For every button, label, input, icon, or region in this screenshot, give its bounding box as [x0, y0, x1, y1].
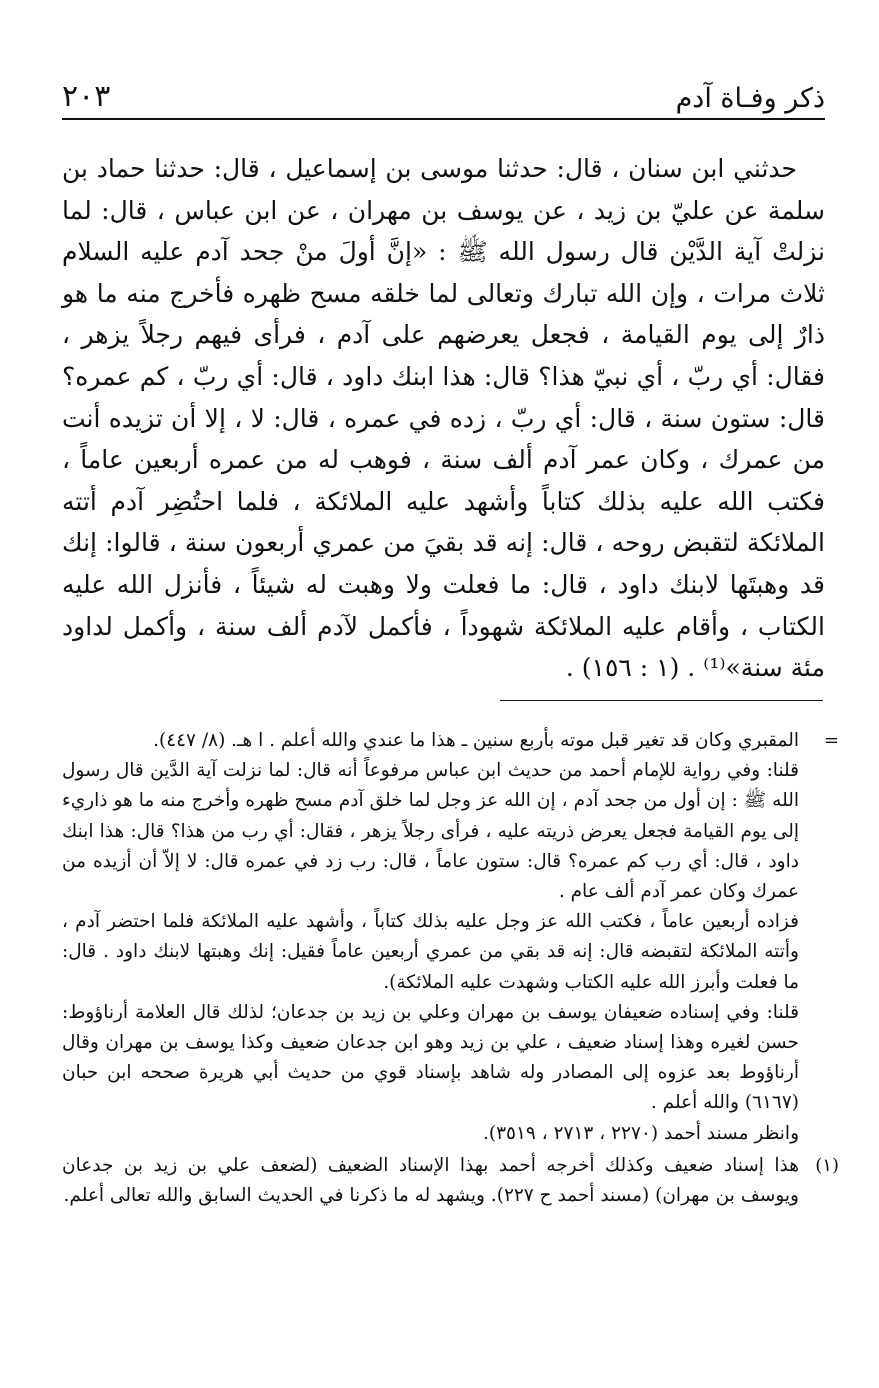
footnotes	[62, 726, 839, 1213]
footnote-paragraph: وانظر مسند أحمد (٢٢٧٠ ، ٢٧١٣ ، ٣٥١٩).	[483, 1122, 799, 1144]
footnote-paragraph: فزاده أربعين عاماً ، فكتب الله عز وجل عليه بذلك كتاباً ، وأشهد عليه الملائكة فلما احتضر آدم ، وأتته الملائكة لتقبضه قال: إنه قد بقي من عمري أربعين عاماً فقيل: إنك وهبتها لابنك داود . قال: ما فعلت وأبرز الله عليه الكتاب وشهدت عليه الملائكة).	[62, 911, 799, 993]
footnote-marker: (١)	[815, 1154, 839, 1176]
footnote-continued	[62, 726, 839, 1149]
footnote-paragraph: قلنا: وفي رواية للإمام أحمد من حديث ابن عباس مرفوعاً أنه قال: لما نزلت آية الدَّين قال رسول الله ﷺ : إن أول من جحد آدم ، إن الله عز وجل لما خلق آدم مسح ظهره وأخرج منه ما هو ذاريء إلى يوم القيامة فجعل يعرض ذريته عليه ، فرأى رجلاً يزهر ، فقال: أي رب من هذا؟ قال: هذا ابنك داود ، قال: أي رب كم عمره؟ قال: ستون عاماً ، قال: رب زد في عمره قال: لا إلاّ أن أزيده من عمرك وكان عمر آدم ألف عام .	[62, 760, 799, 903]
page-number: ٢٠٣	[62, 79, 111, 114]
footnote-paragraph: المقبري وكان قد تغير قبل موته بأربع سنين ـ هذا ما عندي والله أعلم . ا هـ. (٨/ ٤٤٧).	[153, 730, 799, 751]
footnote-paragraph: هذا إسناد ضعيف وكذلك أخرجه أحمد بهذا الإسناد الضعيف (لضعف علي بن زيد بن جدعان ويوسف بن مهران) (مسند أحمد ح ٢٢٧). ويشهد له ما ذكرنا في الحديث السابق والله تعالى أعلم.	[62, 1154, 799, 1207]
footnote-paragraph: قلنا: وفي إسناده ضعيفان يوسف بن مهران وعلي بن زيد بن جدعان؛ لذلك قال العلامة أرناؤوط: حسن لغيره وهذا إسناد ضعيف ، علي بن زيد وهو ابن جدعان ضعيف وكذا يوسف بن مهران وقال أرناؤوط بعد عزوه إلى المصادر وله شاهد بإسناد قوي من حديث أبي هريرة صححه ابن حبان (٦١٦٧) والله أعلم .	[62, 1001, 799, 1114]
footnote-1	[62, 1151, 839, 1211]
footnote-marker: =	[823, 730, 839, 751]
running-header	[62, 74, 825, 120]
chapter-title: ذكر وفـاة آدم	[675, 83, 825, 114]
hadith-paragraph: حدثني ابن سنان ، قال: حدثنا موسى بن إسماعيل ، قال: حدثنا حماد بن سلمة عن عليّ بن زيد ، عن يوسف بن مهران ، عن ابن عباس ، قال: لما نزلتْ آية الدَّيْن قال رسول الله ﷺ : «إنَّ أولَ منْ جحد آدم عليه السلام ثلاث مرات ، وإن الله تبارك وتعالى لما خلقه مسح ظهره فأخرج منه ما هو ذارٌ إلى يوم القيامة ، فجعل يعرضهم على آدم ، فرأى فيهم رجلاً يزهر ، فقال: أي ربّ ، أي نبيّ هذا؟ قال: هذا ابنك داود ، قال: أي ربّ ، كم عمره؟ قال: ستون سنة ، قال: أي ربّ ، زده في عمره ، قال: لا ، إلا أن تزيده أنت من عمرك ، وكان عمر آدم ألف سنة ، فوهب له من عمره أربعين عاماً ، فكتب الله عليه بذلك كتاباً وأشهد عليه الملائكة ، فلما احتُضِر آدم أتته الملائكة لتقبض روحه ، قال: إنه قد بقيَ من عمري أربعون سنة ، قالوا: إنك قد وهبتَها لابنك داود ، قال: ما فعلت ولا وهبت له شيئاً ، فأنزل الله عليه الكتاب ، وأقام عليه الملائكة شهوداً ، فأكمل لآدم ألف سنة ، وأكمل لداود مئة سنة»⁽¹⁾ . (١ : ١٥٦) .	[62, 154, 825, 683]
footnote-separator	[500, 700, 823, 701]
main-text	[62, 148, 825, 689]
